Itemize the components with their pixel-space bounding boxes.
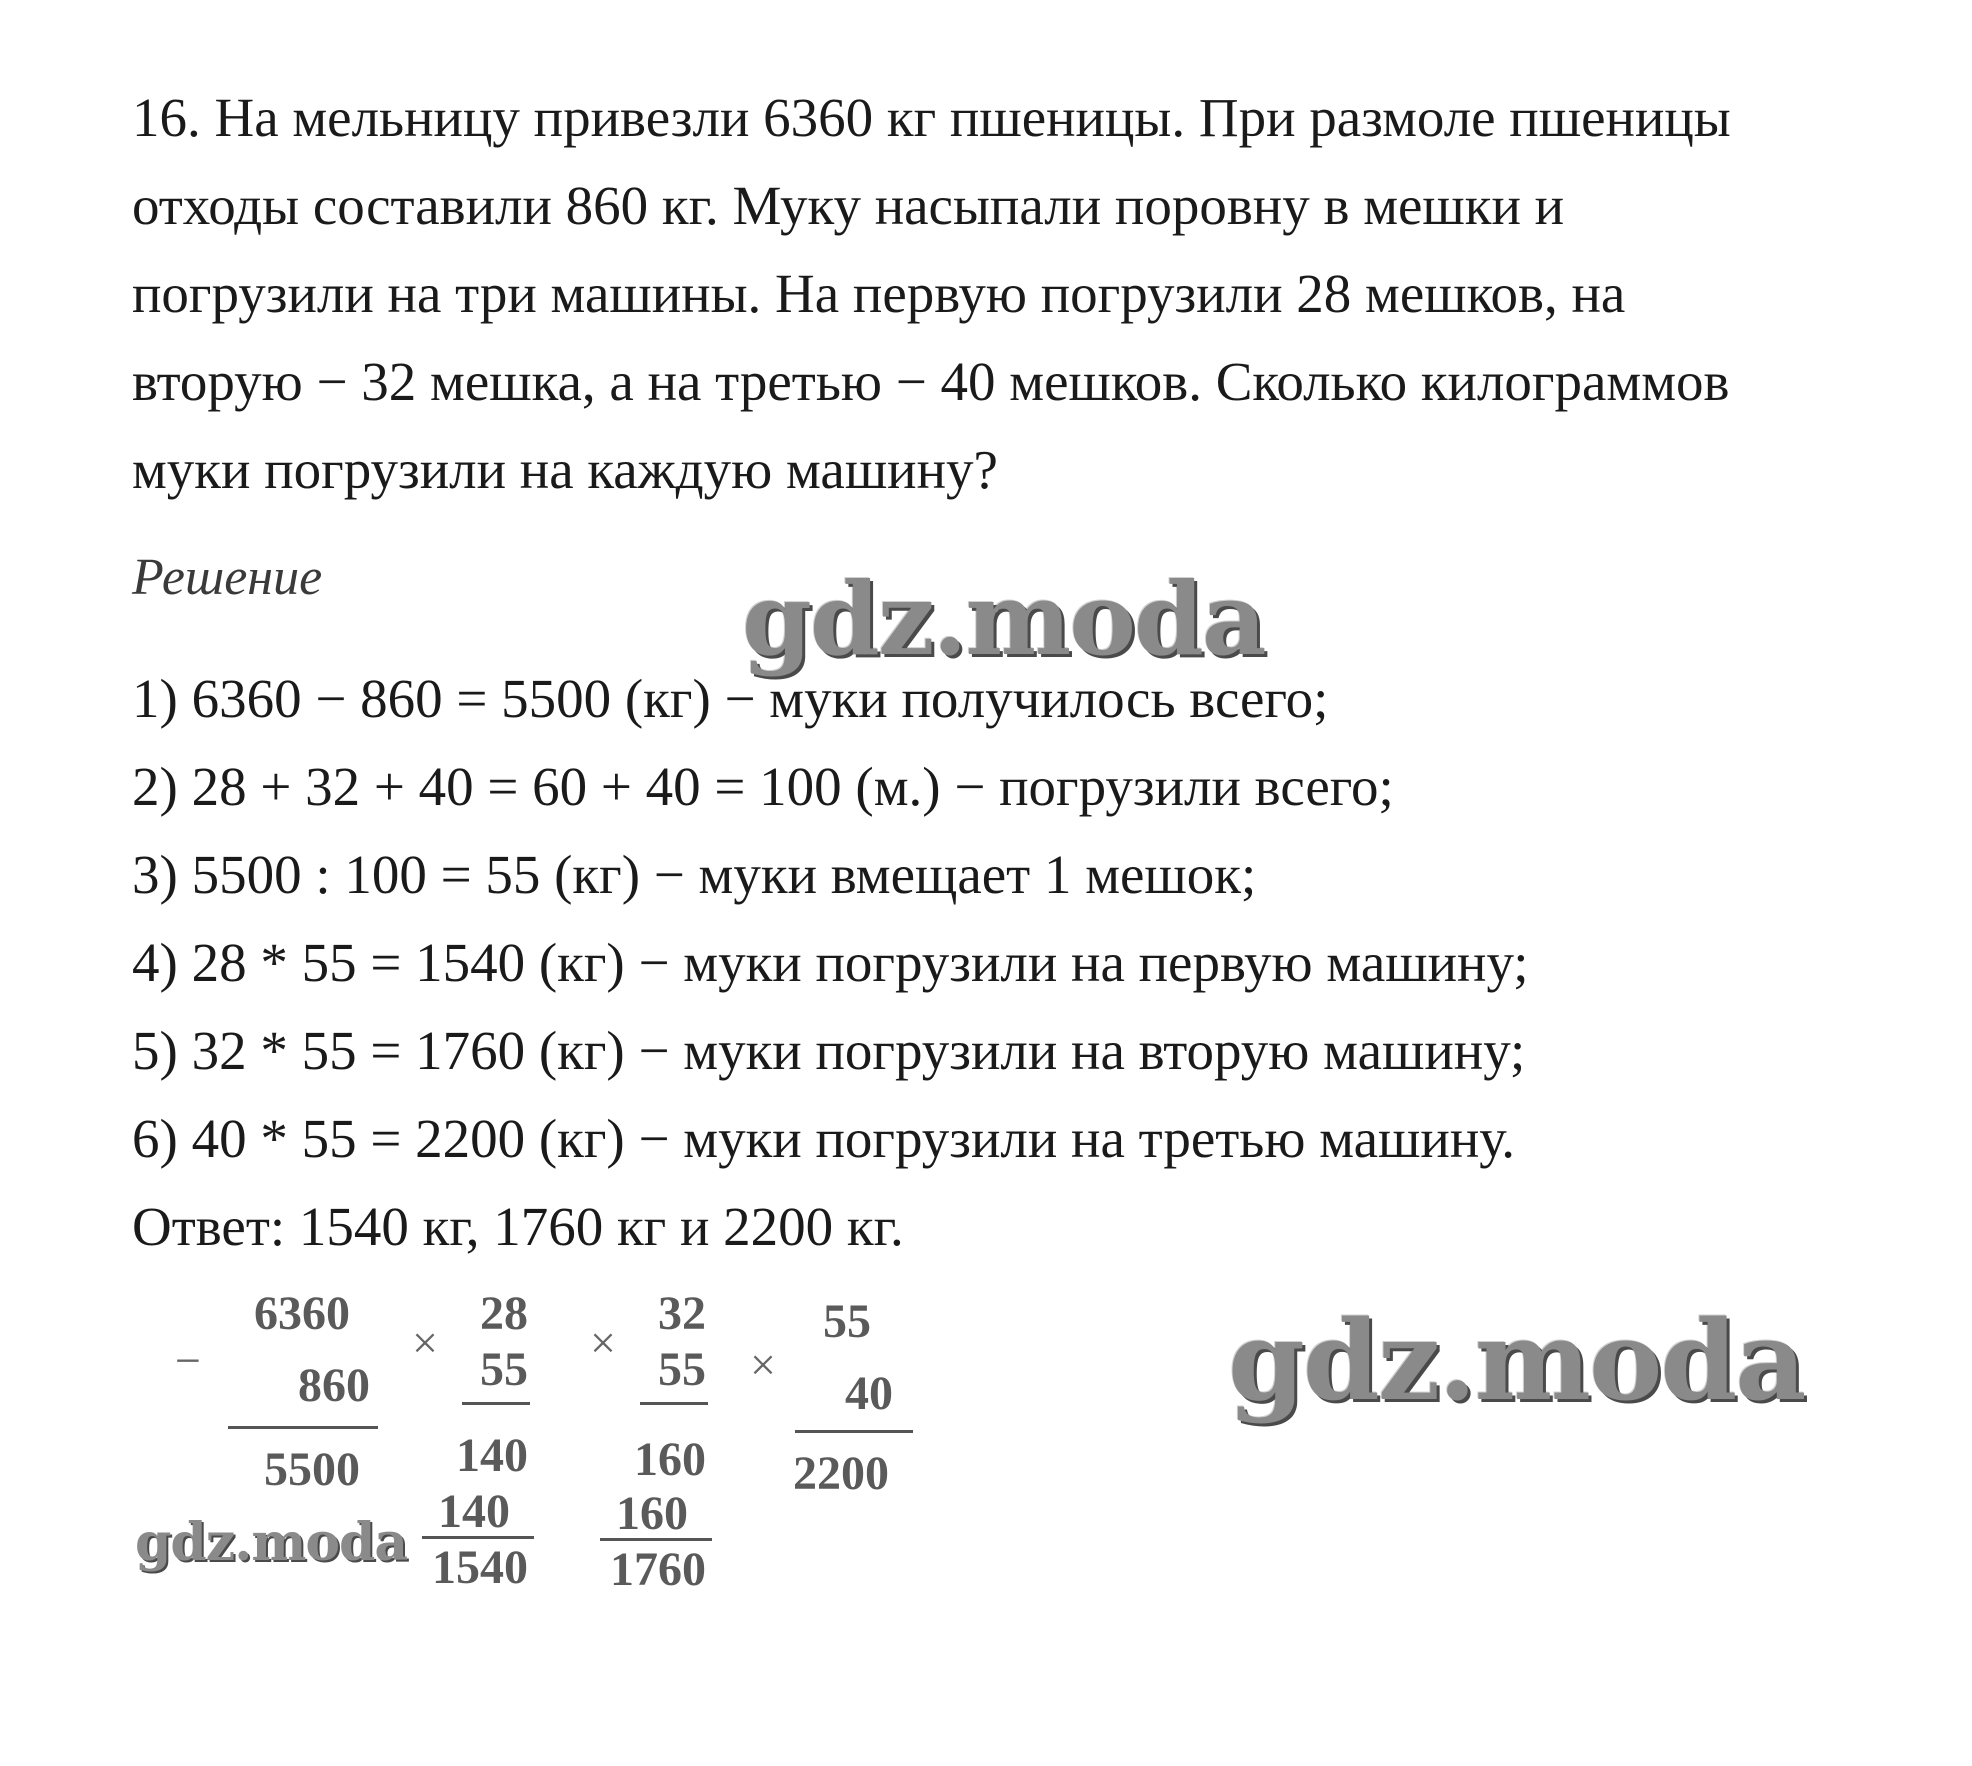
column-multiplication-3 [745, 1295, 915, 1518]
product: 1760 [610, 1543, 706, 1596]
problem-line: вторую − 32 мешка, а на третью − 40 мешков. Сколько килограммов [132, 351, 1730, 412]
solution-step: 5) 32 * 55 = 1760 (кг) − муки погрузили на вторую машину; [132, 1020, 1526, 1081]
partial-product: 140 [456, 1429, 528, 1482]
product: 1540 [432, 1541, 528, 1594]
result-rule [462, 1402, 530, 1405]
multiplicand: 55 [823, 1295, 871, 1348]
partial-product: 160 [634, 1433, 706, 1486]
multiplier: 55 [480, 1343, 528, 1396]
result-rule [795, 1430, 913, 1433]
column-subtraction [170, 1287, 390, 1500]
column-multiplication-1 [410, 1287, 540, 1594]
difference: 5500 [264, 1443, 360, 1496]
minuend: 6360 [254, 1287, 350, 1340]
multiplicand: 28 [480, 1287, 528, 1340]
product: 2200 [793, 1447, 889, 1500]
times-sign: × [590, 1317, 616, 1368]
minus-sign: − [175, 1335, 201, 1386]
result-rule [228, 1426, 378, 1429]
multiplier: 40 [845, 1367, 893, 1420]
solution-step: 6) 40 * 55 = 2200 (кг) − муки погрузили на третью машину. [132, 1108, 1516, 1169]
problem-line: погрузили на три машины. На первую погрузили 28 мешков, на [132, 263, 1626, 324]
solution-heading: Решение [132, 549, 323, 606]
solution-step: 4) 28 * 55 = 1540 (кг) − муки погрузили на первую машину; [132, 932, 1529, 993]
result-rule [600, 1538, 712, 1541]
watermark: gdz.moda [135, 1512, 408, 1573]
problem-line: 16. На мельницу привезли 6360 кг пшеницы. При размоле пшеницы [132, 87, 1731, 148]
watermark: gdz.moda [742, 560, 1265, 678]
result-rule [422, 1536, 534, 1539]
solution-step: 3) 5500 : 100 = 55 (кг) − муки вмещает 1 мешок; [132, 844, 1257, 905]
answer: Ответ: 1540 кг, 1760 кг и 2200 кг. [132, 1196, 904, 1257]
problem-statement [132, 74, 1892, 514]
subtrahend: 860 [298, 1359, 370, 1412]
watermark: gdz.moda [1228, 1296, 1805, 1425]
multiplier: 55 [658, 1343, 706, 1396]
times-sign: × [750, 1339, 776, 1390]
multiplicand: 32 [658, 1287, 706, 1340]
problem-line: отходы составили 860 кг. Муку насыпали поровну в мешки и [132, 175, 1565, 236]
problem-line: муки погрузили на каждую машину? [132, 439, 998, 500]
partial-product: 140 [438, 1485, 510, 1538]
column-multiplication-2 [588, 1287, 718, 1596]
solution-steps [132, 655, 1832, 1183]
partial-product: 160 [616, 1487, 688, 1540]
times-sign: × [412, 1317, 438, 1368]
solution-step: 1) 6360 − 860 = 5500 (кг) − муки получилось всего; [132, 668, 1329, 729]
solution-step: 2) 28 + 32 + 40 = 60 + 40 = 100 (м.) − погрузили всего; [132, 756, 1394, 817]
result-rule [640, 1402, 708, 1405]
